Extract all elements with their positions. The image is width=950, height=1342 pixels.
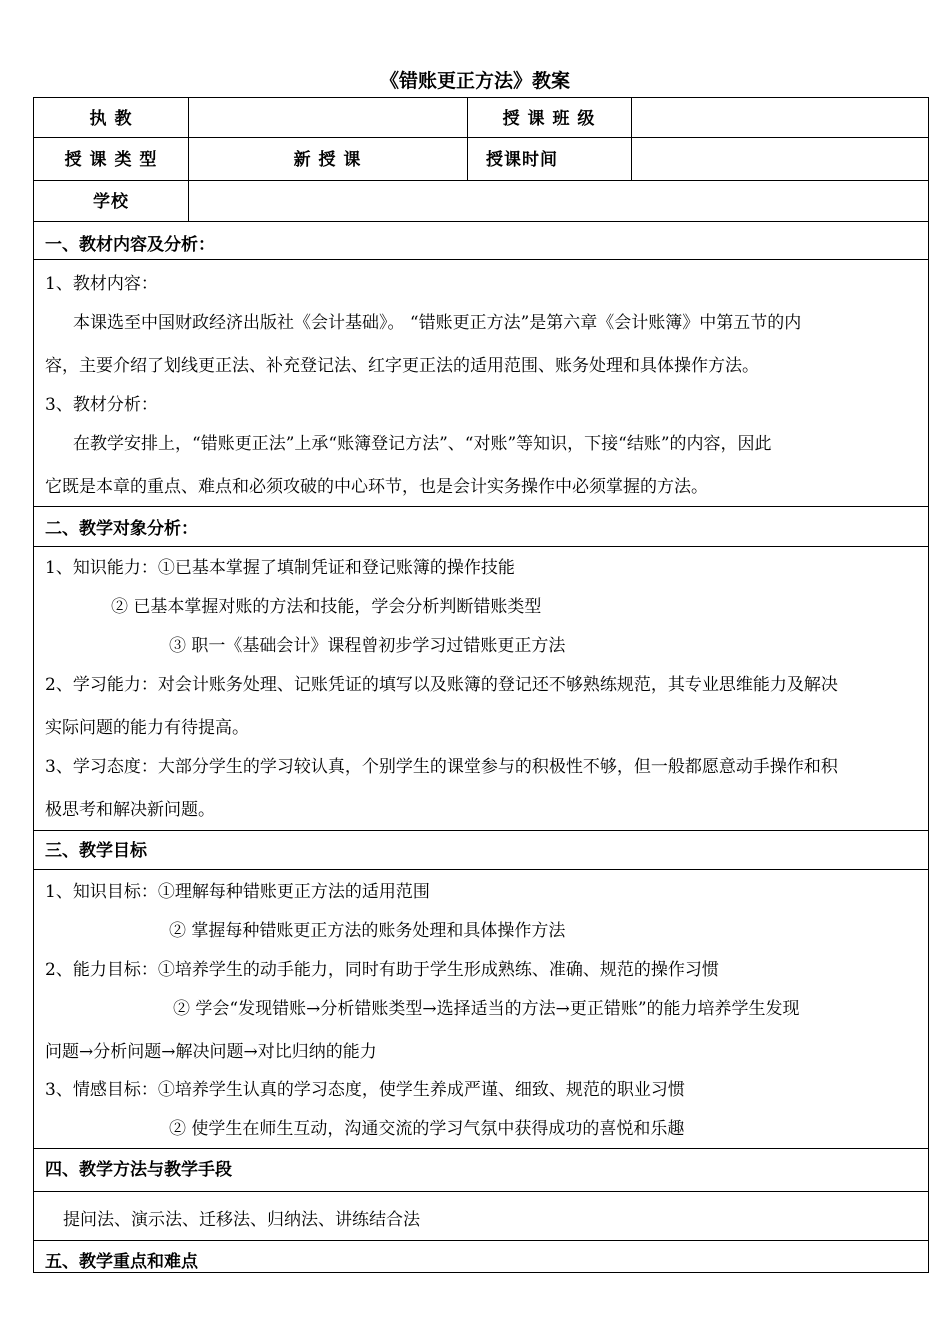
section-title: 二、教学对象分析： bbox=[45, 519, 198, 539]
section-title: 一、教材内容及分析： bbox=[45, 235, 215, 255]
divider bbox=[34, 506, 928, 507]
text-line: 提问法、演示法、迁移法、归纳法、讲练结合法 bbox=[63, 1210, 420, 1230]
text-line: 3、学习态度：大部分学生的学习较认真，个别学生的课堂参与的积极性不够，但一般都愿意动手操作和积 bbox=[45, 757, 838, 777]
divider bbox=[34, 1191, 928, 1192]
divider bbox=[631, 98, 632, 180]
text-line: 3、情感目标：①培养学生认真的学习态度，使学生养成严谨、细致、规范的职业习惯 bbox=[45, 1080, 685, 1100]
text-line: ③ 职一《基础会计》课程曾初步学习过错账更正方法 bbox=[169, 636, 566, 656]
text-line: 2、能力目标：①培养学生的动手能力，同时有助于学生形成熟练、准确、规范的操作习惯 bbox=[45, 960, 719, 980]
text-line: 2、学习能力：对会计账务处理、记账凭证的填写以及账簿的登记还不够熟练规范，其专业思维能力及解决 bbox=[45, 675, 838, 695]
divider bbox=[34, 830, 928, 831]
text-line: ② 学会“发现错账→分析错账类型→选择适当的方法→更正错账”的能力培养学生发现 bbox=[173, 999, 800, 1019]
divider bbox=[34, 546, 928, 547]
text-line: 在教学安排上，“错账更正法”上承“账簿登记方法”、“对账”等知识，下接“结账”的内容，因此 bbox=[73, 434, 772, 454]
text-line: 它既是本章的重点、难点和必须攻破的中心环节，也是会计实务操作中必须掌握的方法。 bbox=[45, 477, 708, 497]
divider bbox=[34, 221, 928, 222]
divider bbox=[34, 869, 928, 870]
lesson-plan-table bbox=[33, 97, 929, 1273]
text-line: ② 掌握每种错账更正方法的账务处理和具体操作方法 bbox=[169, 921, 566, 941]
divider bbox=[34, 137, 928, 138]
text-line: 容，主要介绍了划线更正法、补充登记法、红字更正法的适用范围、账务处理和具体操作方法。 bbox=[45, 356, 759, 376]
section-title: 三、教学目标 bbox=[45, 841, 147, 861]
text-line: 本课选至中国财政经济出版社《会计基础》。 “错账更正方法”是第六章《会计账簿》中第五节的内 bbox=[73, 313, 802, 333]
text-line: 问题→分析问题→解决问题→对比归纳的能力 bbox=[45, 1042, 377, 1062]
lesson-type-label: 授 课 类 型 bbox=[64, 150, 158, 170]
class-label: 授 课 班 级 bbox=[502, 109, 596, 129]
text-line: 1、知识目标：①理解每种错账更正方法的适用范围 bbox=[45, 882, 430, 902]
text-line: 1、教材内容： bbox=[45, 274, 158, 294]
section-title: 四、教学方法与教学手段 bbox=[45, 1160, 232, 1180]
divider bbox=[34, 259, 928, 260]
lesson-type-value: 新 授 课 bbox=[293, 150, 362, 170]
divider bbox=[34, 180, 928, 181]
text-line: ② 已基本掌握对账的方法和技能，学会分析判断错账类型 bbox=[111, 597, 542, 617]
school-label: 学校 bbox=[93, 192, 129, 212]
lesson-time-label: 授课时间 bbox=[486, 150, 558, 170]
text-line: 1、知识能力：①已基本掌握了填制凭证和登记账簿的操作技能 bbox=[45, 558, 515, 578]
divider bbox=[34, 1148, 928, 1149]
page-title: 《错账更正方法》教案 bbox=[379, 70, 570, 92]
teacher-label: 执 教 bbox=[89, 109, 133, 129]
text-line: ② 使学生在师生互动，沟通交流的学习气氛中获得成功的喜悦和乐趣 bbox=[169, 1119, 685, 1139]
text-line: 极思考和解决新问题。 bbox=[45, 800, 215, 820]
section-title: 五、教学重点和难点 bbox=[45, 1252, 198, 1272]
text-line: 3、教材分析： bbox=[45, 395, 158, 415]
divider bbox=[34, 1240, 928, 1241]
text-line: 实际问题的能力有待提高。 bbox=[45, 718, 249, 738]
